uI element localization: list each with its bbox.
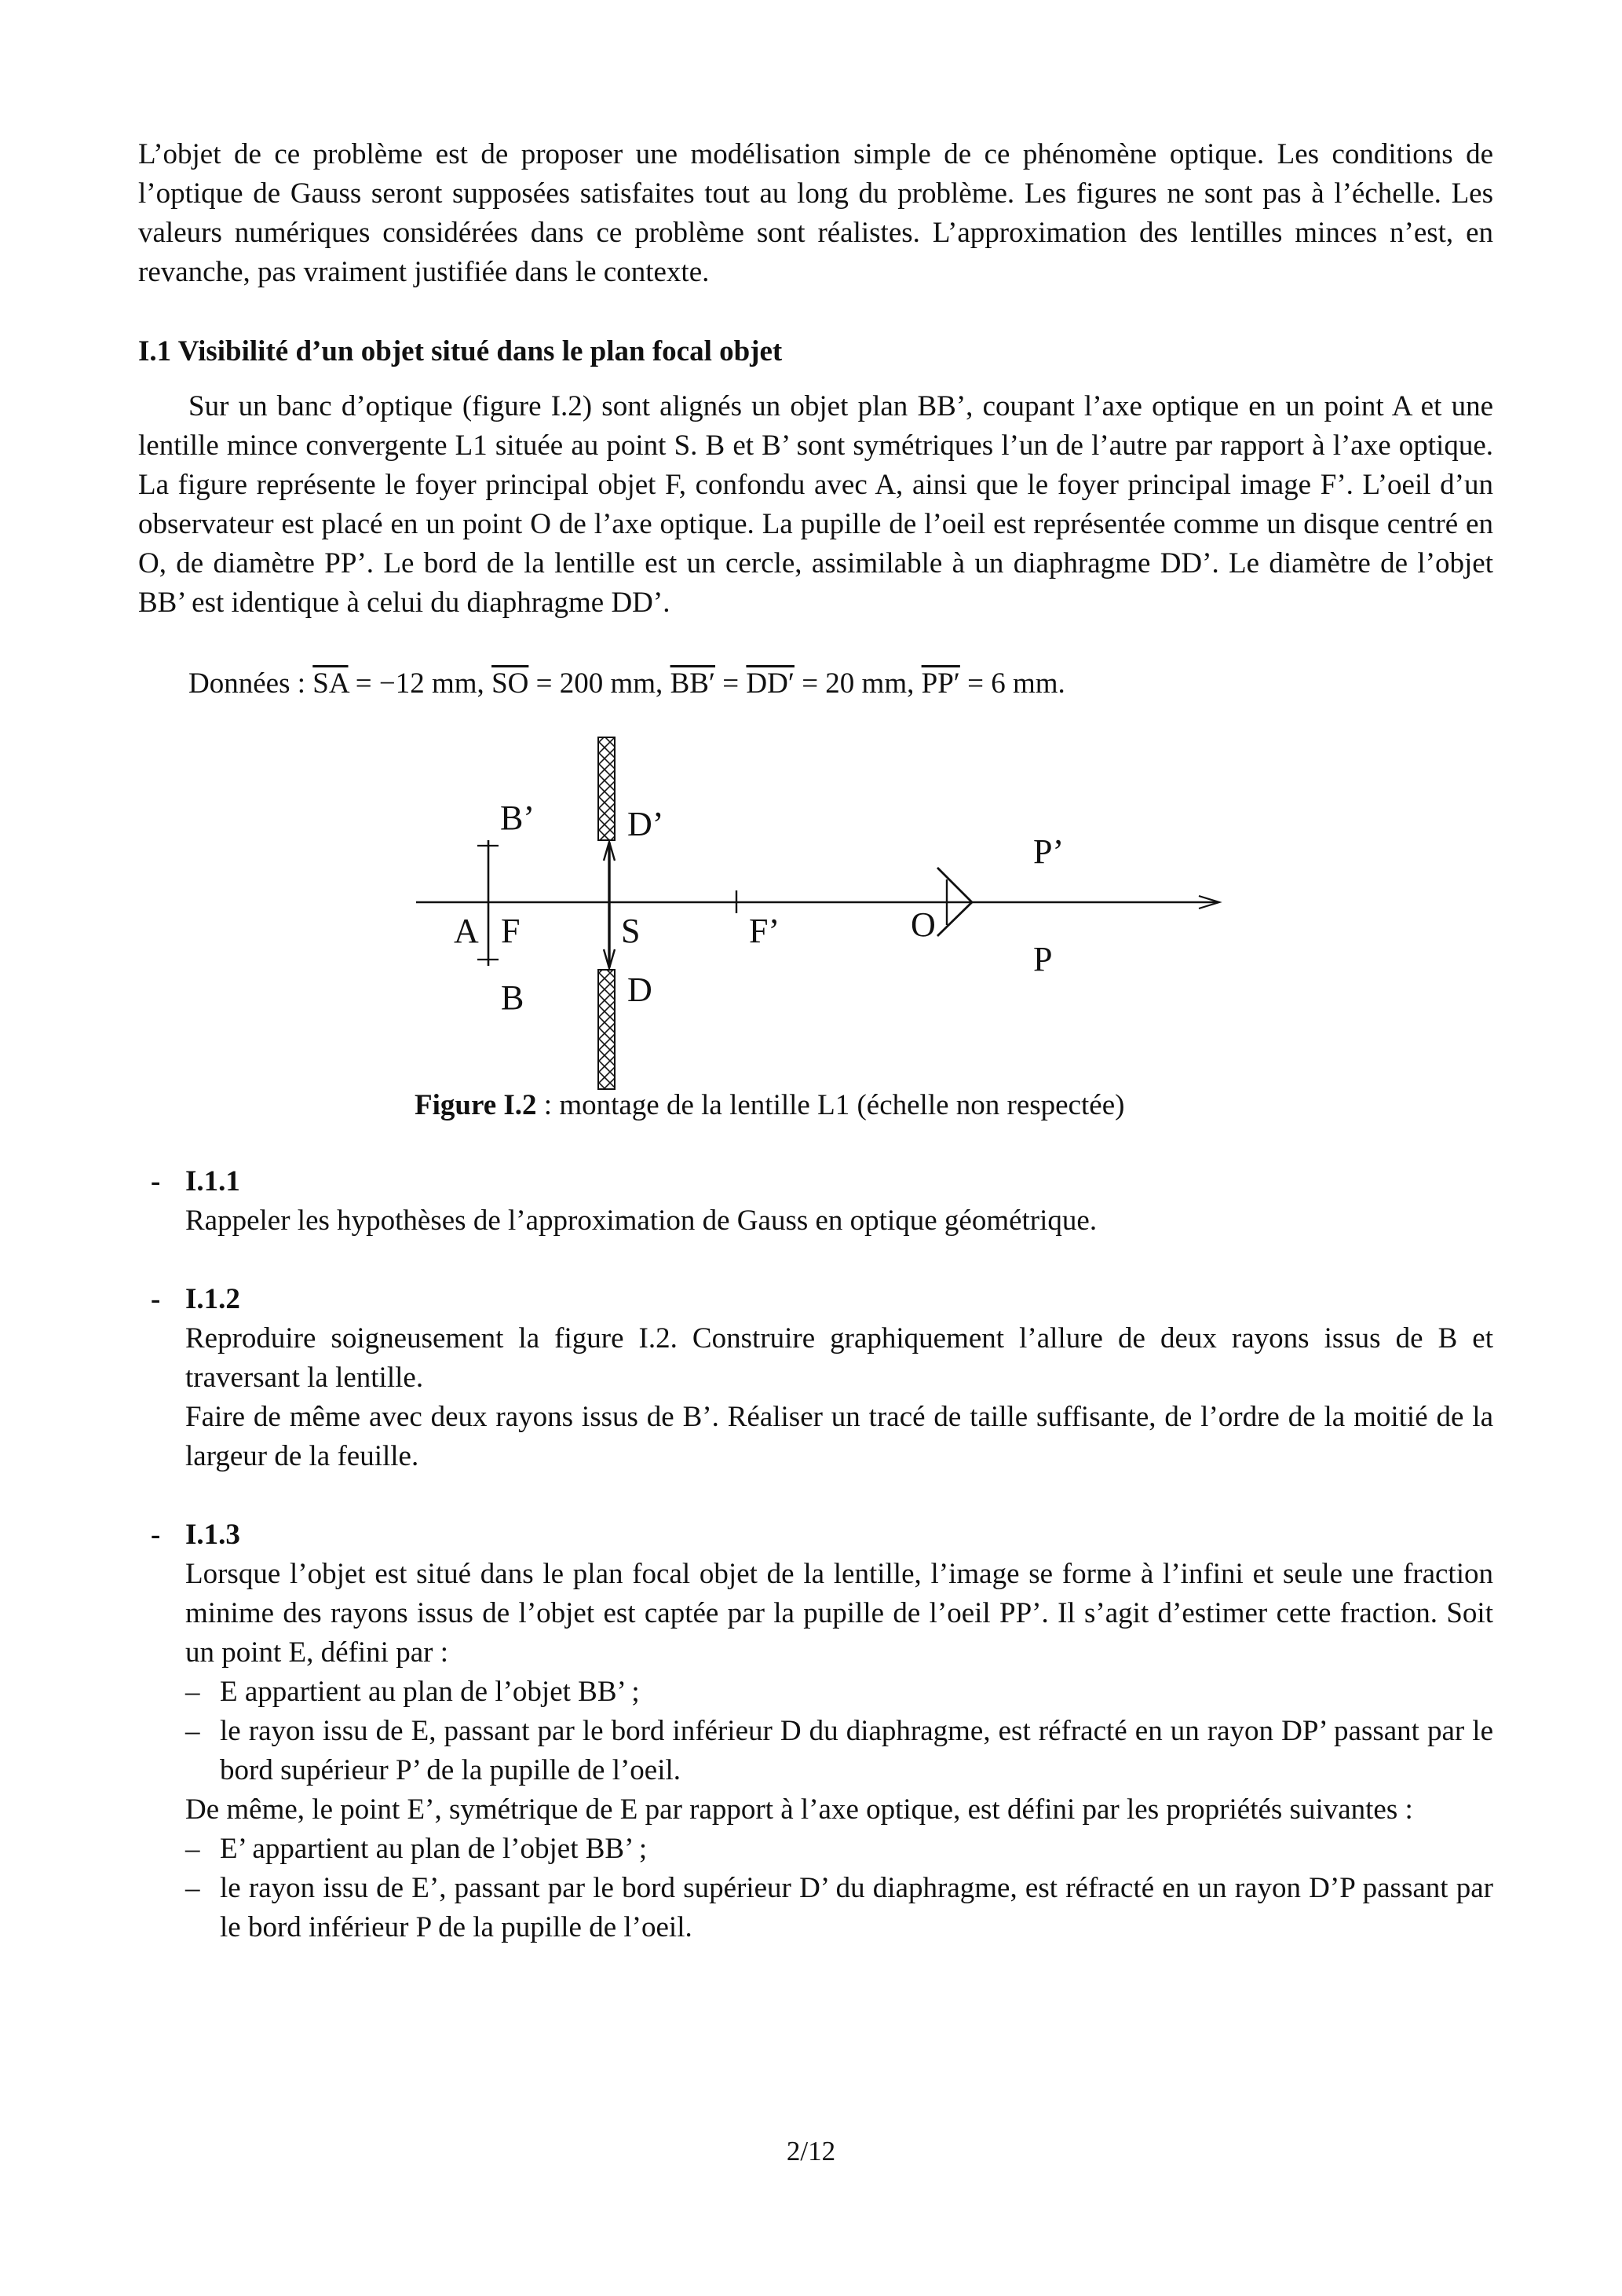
- list-marker: –: [185, 1676, 200, 1708]
- list-item: [185, 1869, 1493, 1947]
- list-item-text: le rayon issu de E’, passant par le bord supérieur D’ du diaphragme, est réfracté en un rayon D’P passant par le bord inférieur P de la pupille de l’oeil.: [220, 1872, 1493, 1943]
- object-BB-prime: [477, 840, 499, 966]
- question-I-1-2: [151, 1280, 1493, 1476]
- vector-PP: PP′: [921, 667, 960, 700]
- label-P: P: [1033, 940, 1053, 978]
- label-B: B: [501, 978, 524, 1017]
- label-B-prime: B’: [500, 799, 535, 837]
- eye-icon: [937, 868, 972, 936]
- label-F: F: [501, 912, 521, 950]
- section-paragraph: [138, 387, 1493, 623]
- value-DD: = 20 mm,: [794, 667, 922, 700]
- vector-SO: $\overline{SO}$: [491, 667, 529, 700]
- question-text: Rappeler les hypothèses de l’approximation de Gauss en optique géométrique.: [185, 1205, 1098, 1237]
- value-SO: = 200 mm,: [528, 667, 670, 700]
- list-item-text: E’ appartient au plan de l’objet BB’ ;: [220, 1833, 648, 1865]
- label-A: A: [454, 912, 479, 950]
- question-id: I.1.2: [185, 1283, 240, 1315]
- vector-DD: DD′: [746, 667, 795, 700]
- value-PP: = 6 mm.: [959, 667, 1065, 700]
- list-marker: –: [185, 1715, 200, 1747]
- label-D: D: [627, 971, 652, 1009]
- list-item: [185, 1830, 1493, 1869]
- value-SA: = −12 mm,: [348, 667, 492, 700]
- equals-sign: =: [715, 667, 747, 700]
- diaphragm-bottom: [598, 970, 615, 1089]
- question-text: Faire de même avec deux rayons issus de B’. Réaliser un tracé de taille suffisante, de l’ordre de la moitié de la largeur de la feuille.: [185, 1401, 1493, 1472]
- section-heading: I.1 Visibilité d’un objet situé dans le plan focal objet: [138, 335, 783, 367]
- question-marker: -: [151, 1283, 161, 1315]
- vector-BB: BB′: [670, 667, 716, 700]
- intro-text: L’objet de ce problème est de proposer une modélisation simple de ce phénomène optique. Les conditions de l’optique de Gauss seront supposées satisfaites tout au long du problème. Les figures ne sont pas à l’échelle. Les valeurs numériques considérées dans ce problème sont réalistes. L’approximation des lentilles minces n’est, en revanche, pas vraiment justifiée dans le contexte.: [138, 138, 1493, 288]
- list-marker: –: [185, 1833, 200, 1865]
- list-item: [185, 1673, 1493, 1712]
- question-text: Reproduire soigneusement la figure I.2. Construire graphiquement l’allure de deux rayons issus de B et traversant la lentille.: [185, 1322, 1493, 1394]
- label-O: O: [911, 905, 936, 944]
- question-I-1-1: [151, 1162, 1493, 1241]
- list-item-text: le rayon issu de E, passant par le bord inférieur D du diaphragme, est réfracté en un rayon DP’ passant par le bord supérieur P’ de la pupille de l’oeil.: [220, 1715, 1493, 1786]
- question-id: I.1.1: [185, 1165, 240, 1197]
- list-item-text: E appartient au plan de l’objet BB’ ;: [220, 1676, 640, 1708]
- label-D-prime: D’: [627, 805, 664, 843]
- question-marker: -: [151, 1165, 161, 1197]
- donnees-line: [188, 664, 1065, 704]
- figure-caption-label: Figure I.2: [415, 1089, 537, 1121]
- label-S: S: [621, 912, 641, 950]
- figure-caption: [415, 1086, 1124, 1125]
- question-text: Lorsque l’objet est situé dans le plan focal objet de la lentille, l’image se forme à l’infini et seule une fraction minime des rayons issus de l’objet est captée par la pupille de l’oeil PP’. Il s’agit d’estimer cette fraction. Soit un point E, défini par :: [185, 1558, 1493, 1669]
- label-P-prime: P’: [1033, 832, 1065, 871]
- question-I-1-3: [151, 1515, 1493, 1947]
- list-item: [185, 1712, 1493, 1790]
- question-marker: -: [151, 1519, 161, 1551]
- converging-lens-icon: [604, 842, 615, 968]
- page-number: 2/12: [786, 2136, 836, 2166]
- label-F-prime: F’: [749, 912, 780, 950]
- figure-caption-text: : montage de la lentille L1 (échelle non respectée): [536, 1089, 1125, 1121]
- donnees-label: Données :: [188, 667, 305, 700]
- optical-axis: [416, 896, 1219, 909]
- vector-SA: $\overline{SA}$: [312, 667, 349, 700]
- question-text: De même, le point E’, symétrique de E par rapport à l’axe optique, est défini par les propriétés suivantes :: [185, 1793, 1413, 1826]
- question-id: I.1.3: [185, 1519, 240, 1551]
- intro-paragraph: [138, 135, 1493, 292]
- list-marker: –: [185, 1872, 200, 1904]
- diaphragm-top: [598, 737, 615, 840]
- section-paragraph-text: Sur un banc d’optique (figure I.2) sont alignés un objet plan BB’, coupant l’axe optique en un point A et une lentille mince convergente L1 située au point S. B et B’ sont symétriques l’un de l’autre par rapport à l’axe optique. La figure représente le foyer principal objet F, confondu avec A, ainsi que le foyer principal image F’. L’oeil d’un observateur est placé en un point O de l’axe optique. La pupille de l’oeil est représentée comme un disque centré en O, de diamètre PP’. Le bord de la lentille est un cercle, assimilable à un diaphragme DD’. Le diamètre de l’objet BB’ est identique à celui du diaphragme DD’.: [138, 390, 1493, 619]
